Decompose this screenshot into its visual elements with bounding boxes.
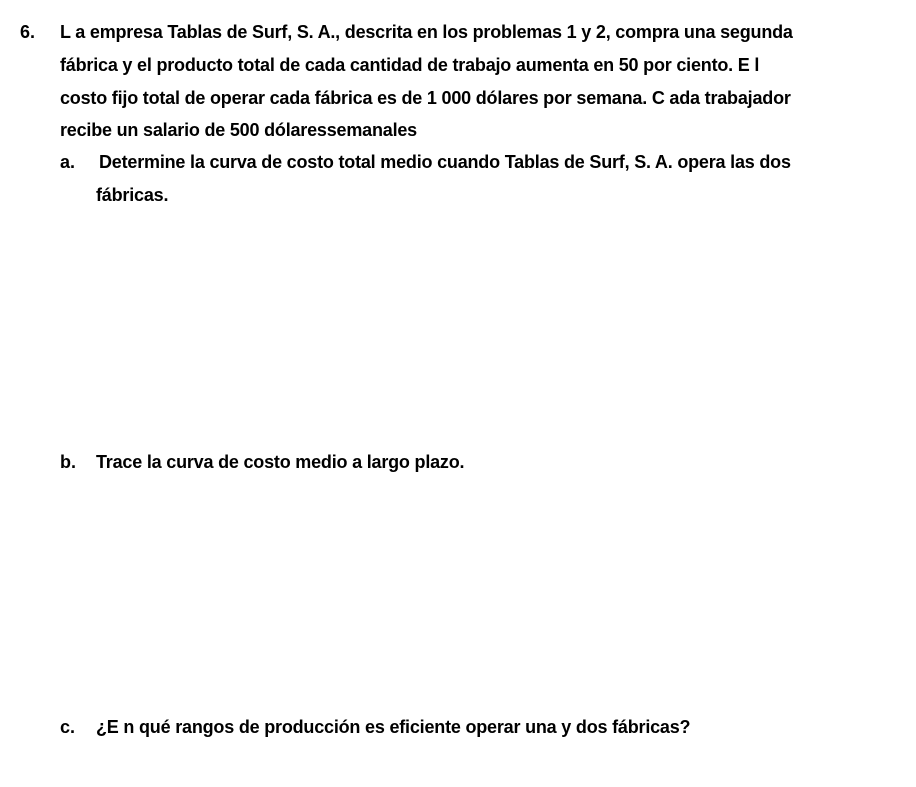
statement-line-2: fábrica y el producto total de cada cantidad de trabajo aumenta en 50 por ciento. E l: [60, 55, 760, 75]
part-a-label: a.: [60, 152, 76, 172]
part-c-text: ¿E n qué rangos de producción es eficiente operar una y dos fábricas?: [96, 717, 691, 737]
statement-line-3: costo fijo total de operar cada fábrica es de 1 000 dólares por semana. C ada trabajador: [60, 88, 791, 108]
part-b-label: b.: [60, 452, 76, 472]
problem-number: 6.: [20, 22, 36, 42]
part-a-line-2: fábricas.: [96, 185, 169, 205]
statement-line-1: L a empresa Tablas de Surf, S. A., descrita en los problemas 1 y 2, compra una segunda: [60, 22, 793, 42]
part-a-line-1: Determine la curva de costo total medio cuando Tablas de Surf, S. A. opera las dos: [99, 152, 791, 172]
part-b-text: Trace la curva de costo medio a largo plazo.: [96, 452, 465, 472]
statement-line-4: recibe un salario de 500 dólaressemanales: [60, 120, 417, 140]
part-c-label: c.: [60, 717, 76, 737]
